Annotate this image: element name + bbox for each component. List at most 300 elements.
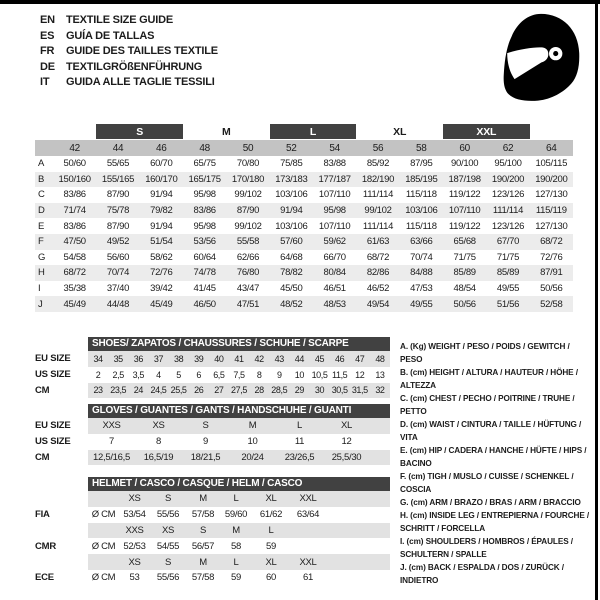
legend-item: B. (cm) HEIGHT / ALTURA / HAUTEUR / HÖHE / ALTEZZA [400,368,578,390]
helmet-table-rows [35,491,390,586]
value-cell: 67/70 [496,236,520,248]
value-cell: 59/60 [224,509,248,521]
value-cell: 58/62 [150,251,173,263]
value-cell: 84/88 [410,267,433,279]
value-cell: 42 [254,353,264,364]
value-cell: 8 [256,369,262,380]
value-cell: 115/118 [405,189,437,201]
size-group-xl: XL [393,125,407,138]
row-label: EU SIZE [35,353,71,365]
row-label: C [38,189,45,201]
measure-row-j [35,296,573,312]
value-cell: 3,5 [132,369,144,380]
helmet-size-header-row [35,554,390,570]
legend-item: H. (cm) INSIDE LEG / ENTREPIERNA / FOURCHE / SCHRITT / FORCELLA [400,511,590,533]
value-cell: 103/106 [275,189,308,201]
measure-row-b [35,172,573,188]
value-cell: 10 [247,436,258,448]
value-cell: 28 [254,385,264,396]
value-cell: 107/110 [318,189,351,201]
row-label: F [38,236,44,248]
value-cell: 74/78 [193,267,216,279]
subtable-row [35,418,390,434]
value-cell: 111/114 [362,189,394,201]
row-label: B [38,173,45,185]
language-title: GUÍA DE TALLAS [66,29,155,42]
value-cell: 13 [375,369,385,380]
row-values [88,418,390,434]
value-cell: 44/48 [106,298,130,310]
row-values [88,570,390,586]
helmet-standard-row-ece [35,570,390,586]
value-cell: 59 [266,540,276,552]
size-number-cell: 54 [329,142,340,154]
value-cell: 111/114 [362,220,394,232]
value-cell: 49/54 [366,298,390,310]
subtable-row [35,450,390,466]
value-cell: 52/53 [123,540,146,552]
standard-label: FIA [35,509,50,521]
value-cell: XS [152,420,165,432]
value-cell: 27,5 [231,385,247,396]
value-cell: 24 [133,385,143,396]
value-cell: 87/90 [106,189,130,201]
value-cell: 48/52 [280,298,303,310]
shoes-size-table [35,337,390,398]
row-values [88,351,390,367]
value-cell: 66/70 [323,251,346,263]
value-cell: 11 [294,436,305,448]
value-cell: 31,5 [351,385,368,396]
value-cell: 103/106 [405,205,438,217]
value-cell: 90/100 [451,158,479,170]
value-cell: 45/50 [280,283,303,295]
value-cell: 91/94 [150,189,173,201]
value-cell: 72/76 [150,267,173,279]
value-cell: 11,5 [332,369,348,380]
value-cell: 72/76 [540,251,563,263]
value-cell: 71/75 [453,251,476,263]
measure-row-e [35,218,573,234]
value-cell: XL [340,420,353,432]
value-cell: 70/74 [410,251,433,263]
value-cell: 43/47 [236,283,260,295]
value-cell: 83/86 [63,220,86,232]
value-cell: 61/63 [366,236,390,248]
row-label: CM [35,451,50,463]
value-cell: 71/75 [496,251,520,263]
value-cell: 37/40 [106,283,130,295]
legend-item: D. (cm) WAIST / CINTURA / TAILLE / HÜFTUNG / VITA [400,420,582,442]
value-cell: 47 [355,353,365,364]
value-cell: 6 [196,369,202,380]
size-cell: M [232,524,240,536]
size-header-values [88,491,390,507]
value-cell: 87/95 [410,158,433,170]
value-cell: 95/100 [494,158,522,170]
value-cell: 2,5 [112,369,124,380]
value-cell: 34 [93,353,103,364]
measure-row-a [35,156,573,172]
value-cell: 79/82 [150,205,173,217]
row-label [35,491,88,507]
size-cell: XXL [299,556,317,568]
row-label: J [38,298,43,310]
measurement-legend [400,340,592,587]
value-cell: 155/165 [101,173,135,185]
language-code: FR [40,45,55,57]
language-code: IT [40,76,50,88]
value-cell: 23 [93,385,103,396]
value-cell: 187/198 [448,173,481,185]
language-title: TEXTILE SIZE GUIDE [66,14,174,26]
row-label: A [38,158,45,170]
value-cell: 107/110 [318,220,351,232]
size-number-cell: 52 [286,142,297,154]
value-cell: 47/53 [410,283,433,295]
value-cell: 35 [113,353,123,364]
size-header-values [88,554,390,570]
unit-cell: Ø CM [91,509,116,521]
value-cell: 30,5 [331,385,348,396]
value-cell: 16,5/19 [143,451,174,463]
value-cell: 105/115 [535,158,568,170]
value-cell: 48/53 [323,298,346,310]
size-cell: XS [128,493,141,505]
gloves-table-rows [35,418,390,465]
language-row [40,29,218,45]
value-cell: 48/54 [453,283,476,295]
value-cell: 29 [294,385,304,396]
value-cell: 28,5 [271,385,288,396]
size-cell: L [233,556,239,568]
value-cell: 60/64 [193,251,216,263]
language-row [40,75,218,91]
size-number-cell: 58 [416,142,427,154]
value-cell: 23/26,5 [284,451,315,463]
value-cell: 12 [355,369,365,380]
row-label: US SIZE [35,369,71,381]
size-number-cell: 46 [156,142,167,154]
value-cell: 68/72 [540,236,563,248]
row-label: E [38,220,45,232]
helmet-size-header-row [35,523,390,539]
value-cell: 190/200 [491,173,525,185]
value-cell: 45 [314,353,325,364]
value-cell: 54/58 [63,251,86,263]
page-right-border [595,0,598,600]
value-cell: 46/51 [323,283,346,295]
value-cell: 59/62 [323,236,346,248]
value-cell: S [202,420,209,432]
value-cell: 45/49 [63,298,86,310]
value-cell: 12,5/16,5 [93,451,130,463]
size-header-values [88,523,390,539]
value-cell: 127/130 [535,220,568,232]
value-cell: 123/126 [491,189,525,201]
value-cell: 40 [214,353,224,364]
value-cell: M [248,420,257,432]
value-cell: 119/122 [448,220,481,232]
language-title: TEXTILGRÖßENFÜHRUNG [66,60,203,73]
value-cell: 47/51 [236,298,260,310]
value-cell: 123/126 [491,220,525,232]
row-label: CM [35,384,50,396]
value-cell: 49/55 [496,283,520,295]
value-cell: 83/88 [323,158,346,170]
helmet-size-table [35,477,390,586]
value-cell: 103/106 [275,220,308,232]
value-cell: 48 [375,353,385,364]
value-cell: 56/57 [191,540,215,552]
value-cell: 78/82 [280,267,303,279]
subtable-row [35,434,390,450]
value-cell: 70/74 [106,267,130,279]
language-title-list [40,13,218,91]
legend-item: C. (cm) CHEST / PECHO / POITRINE / TRUHE / PETTO [400,394,575,416]
value-cell: 76/80 [236,267,260,279]
standard-label: CMR [35,540,57,552]
language-title: GUIDE DES TAILLES TEXTILE [66,45,218,57]
value-cell: 47/50 [63,236,86,248]
value-cell: 30 [314,385,325,396]
language-title: GUIDA ALLE TAGLIE TESSILI [66,76,215,88]
value-cell: 50/56 [540,283,563,295]
value-cell: 46 [335,353,345,364]
value-cell: 177/187 [318,173,351,185]
size-cell: XS [161,524,175,536]
value-cell: 150/160 [58,173,91,185]
value-cell: 173/183 [275,173,308,185]
value-cell: 32 [375,385,385,396]
language-row [40,13,218,29]
gloves-size-table [35,404,390,465]
value-cell: 53/56 [193,236,216,248]
value-cell: 18/21,5 [190,451,221,463]
size-number-cell: 62 [502,142,514,154]
value-cell: 53 [129,572,140,584]
value-cell: 10 [294,369,304,380]
row-label: H [38,267,45,279]
value-cell: 24,5 [150,385,167,396]
value-cell: 26 [194,385,204,396]
size-cell: XL [265,493,277,505]
row-values [88,434,390,450]
row-label: EU SIZE [35,420,71,432]
value-cell: 39/42 [150,283,173,295]
value-cell: 57/60 [280,236,303,248]
size-letter-header-row [35,124,573,140]
value-cell: 54/55 [156,540,180,552]
helmet-standard-row-fia [35,507,390,523]
measure-row-h [35,265,573,281]
row-values [88,507,390,523]
value-cell: 51/56 [496,298,520,310]
size-cell: L [233,493,239,505]
size-number-cell: 64 [546,142,557,154]
value-cell: 9 [276,369,282,380]
value-cell: 27 [214,385,224,396]
value-cell: 63/66 [410,236,433,248]
numeric-size-row [35,140,573,156]
legend-item: F. (cm) TIGH / MUSLO / CUISSE / SCHENKEL / COSCIA [400,472,574,494]
row-values [88,383,390,399]
value-cell: 36 [133,353,143,364]
legend-item: E. (cm) HIP / CADERA / HANCHE / HÜFTE / HIPS / BACINO [400,446,587,468]
size-group-m: M [222,125,231,138]
helmet-table-title: HELMET / CASCO / CASQUE / HELM / CASCO [88,477,390,491]
value-cell: 7 [109,436,114,448]
legend-item: J. (cm) BACK / ESPALDA / DOS / ZURÜCK / INDIETRO [400,563,564,585]
value-cell: 6,5 [213,369,225,380]
value-cell: 119/122 [448,189,481,201]
subtable-row [35,383,390,399]
value-cell: 95/98 [323,205,346,217]
value-cell: 55/56 [156,509,180,521]
size-cell: XXS [125,524,144,536]
size-cell: M [199,556,207,568]
value-cell: 5 [176,369,181,380]
value-cell: 23,5 [110,385,127,396]
value-cell: 59 [231,572,241,584]
value-cell: 160/170 [145,173,178,185]
value-cell: 170/180 [231,173,265,185]
textile-size-table [35,124,573,312]
shoes-table-title: SHOES/ ZAPATOS / CHAUSSURES / SCHUHE / SCARPE [88,337,390,351]
value-cell: 44 [294,353,304,364]
subtable-row [35,367,390,383]
value-cell: 43 [274,353,284,364]
size-number-cell: 42 [69,142,80,154]
value-cell: 87/90 [106,220,130,232]
value-cell: 52/58 [540,298,563,310]
value-cell: 85/89 [496,267,520,279]
size-number-cell: 44 [112,142,124,154]
value-cell: 60/70 [150,158,173,170]
value-cell: 75/85 [280,158,303,170]
racing-helmet-icon [490,10,592,108]
helmet-standard-row-cmr [35,538,390,554]
value-cell: 65/68 [453,236,476,248]
value-cell: 55/56 [156,572,180,584]
value-cell: 115/119 [535,205,567,217]
unit-cell: Ø CM [91,540,116,552]
value-cell: 51/54 [150,236,173,248]
size-group-l: L [270,124,357,139]
value-cell: 8 [156,436,161,448]
value-cell: 182/190 [361,173,395,185]
size-cell: M [199,493,207,505]
value-cell: 62/66 [236,251,260,263]
size-cell: XXL [299,493,317,505]
value-cell: 55/58 [236,236,260,248]
page-top-border [0,0,600,4]
value-cell: 64/68 [280,251,303,263]
value-cell: 53/54 [123,509,146,521]
value-cell: 10,5 [311,369,328,380]
measure-row-c [35,187,573,203]
value-cell: 50/60 [63,158,86,170]
size-cell: XS [128,556,141,568]
value-cell: 25,5/30 [331,451,362,463]
language-code: ES [40,29,55,42]
row-values [88,367,390,383]
value-cell: 87/91 [540,267,563,279]
value-cell: XXS [102,420,121,432]
value-cell: 71/74 [63,205,86,217]
value-cell: 25,5 [170,385,187,396]
value-cell: 4 [156,369,161,380]
value-cell: 46/52 [366,283,390,295]
value-cell: 127/130 [535,189,568,201]
value-cell: 9 [203,436,208,448]
legend-item: A. (Kg) WEIGHT / PESO / POIDS / GEWITCH / PESO [400,342,570,364]
value-cell: 68/72 [366,251,390,263]
value-cell: 45/49 [150,298,173,310]
standard-label: ECE [35,572,54,584]
value-cell: L [297,420,302,432]
value-cell: 50/56 [453,298,476,310]
measure-row-f [35,234,573,250]
size-number-cell: 60 [459,142,470,154]
size-cell: S [164,556,172,568]
value-cell: 12 [341,436,352,448]
value-cell: 49/55 [410,298,433,310]
value-cell: 85/89 [453,267,476,279]
value-cell: 57/58 [191,572,215,584]
row-label [35,554,88,570]
value-cell: 111/114 [492,205,524,217]
value-cell: 61/62 [259,509,283,521]
value-cell: 39 [194,353,204,364]
value-cell: 41 [234,353,244,364]
value-cell: 37 [153,353,164,364]
value-cell: 190/200 [535,173,568,185]
size-number-cell: 56 [372,142,384,154]
subtable-row [35,351,390,367]
measure-row-i [35,281,573,297]
value-cell: 55/65 [106,158,130,170]
value-cell: 46/50 [193,298,216,310]
value-cell: 99/102 [364,205,392,217]
size-cell: L [268,524,274,536]
value-cell: 87/90 [236,205,260,217]
value-cell: 61 [303,572,313,584]
value-cell: 95/98 [193,220,216,232]
value-cell: 91/94 [280,205,303,217]
row-label: US SIZE [35,436,71,448]
value-cell: 75/78 [106,205,130,217]
value-cell: 63/64 [296,509,320,521]
value-cell: 35/38 [63,283,86,295]
value-cell: 83/86 [193,205,216,217]
size-cell: S [164,493,172,505]
measure-row-d [35,203,573,219]
value-cell: 99/102 [234,220,262,232]
value-cell: 2 [95,369,101,380]
value-cell: 107/110 [448,205,481,217]
size-group-xxl: XXL [443,124,530,139]
size-cell: S [199,524,207,536]
value-cell: 65/75 [193,158,216,170]
measure-row-g [35,250,573,266]
size-group-s: S [96,124,183,139]
value-cell: 99/102 [234,189,262,201]
language-code: EN [40,14,55,26]
value-cell: 85/92 [366,158,390,170]
row-label: I [38,283,41,295]
language-row [40,60,218,76]
